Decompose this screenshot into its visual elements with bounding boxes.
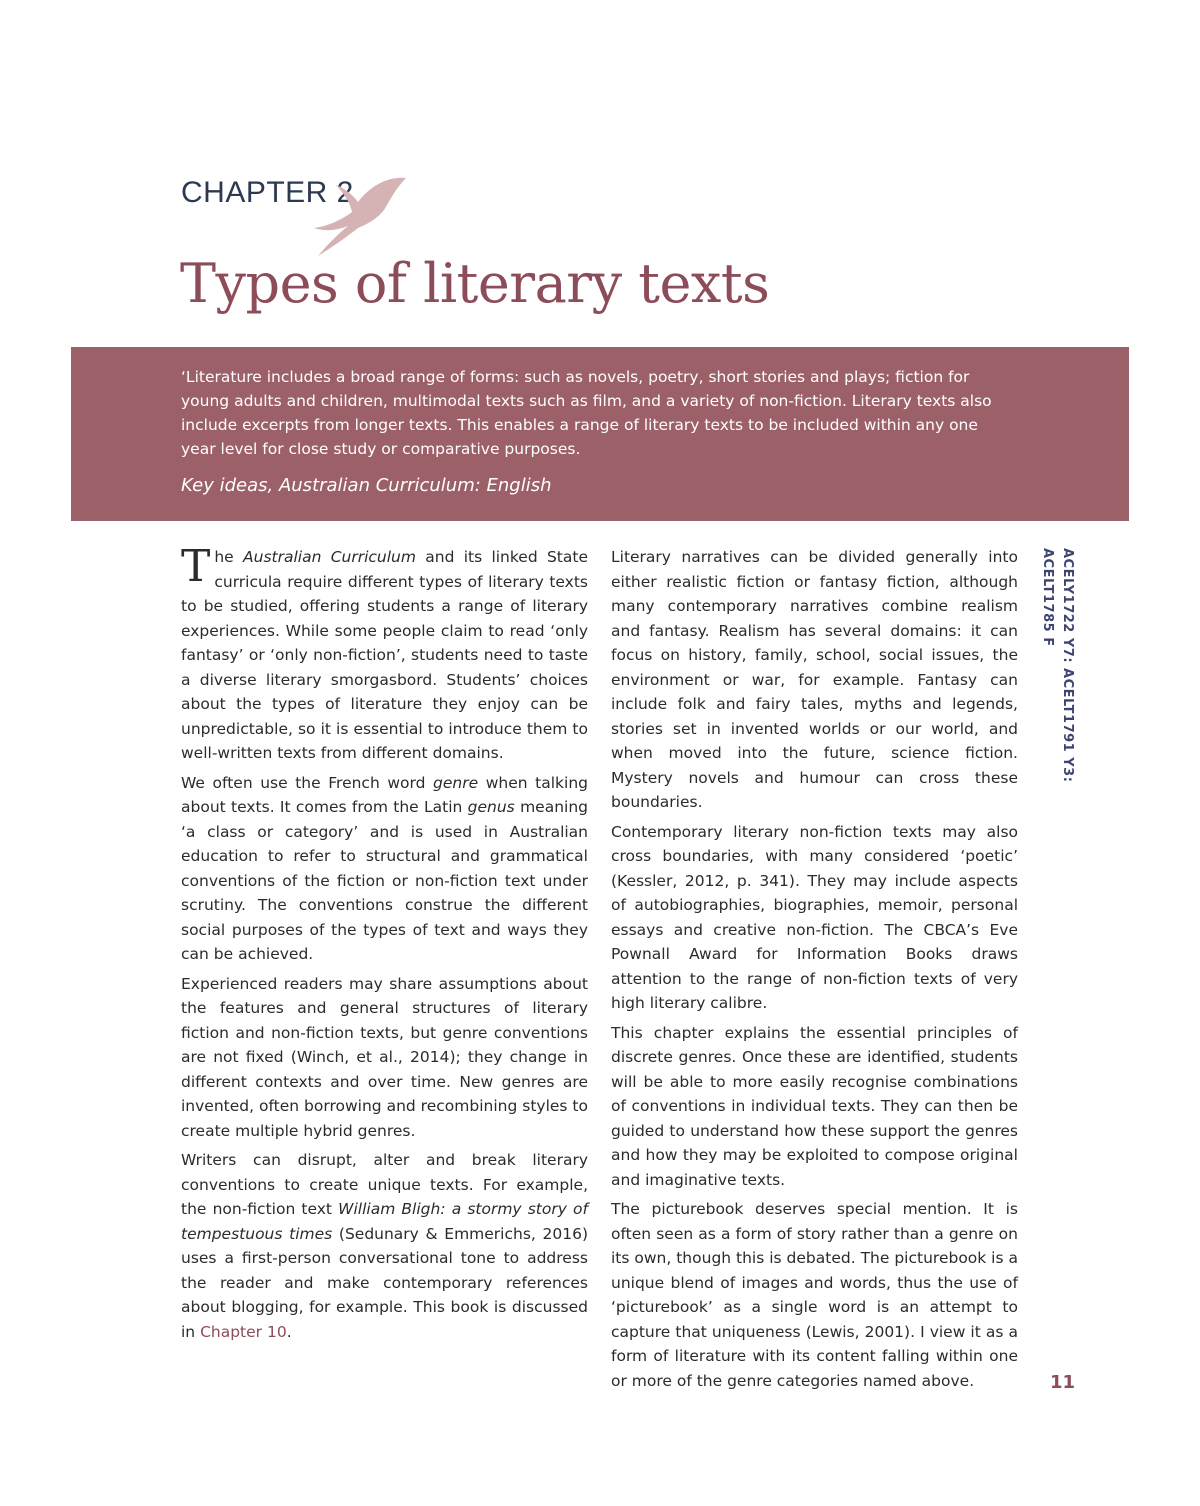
paragraph: The picturebook deserves special mention. It is often seen as a form of story rather than a genre on its own, though this is debated. The picturebook is a unique blend of images and words, thus the use of ‘picturebook’ as a single word is an attempt to capture that uniqueness (Lewis, 2001). I view it as a form of literature with its content falling within one or more of the genre categories named above. <box>611 1200 1018 1390</box>
text-run: he <box>214 548 244 566</box>
curriculum-codes <box>1037 548 1077 782</box>
paragraph: Literary narratives can be divided generally into either realistic fiction or fantasy fiction, although many contemporary narratives combine realism and fantasy. Realism has several domains: it can focus on history, family, school, social issues, the environment or war, for example. Fantasy can include folk and fairy tales, myths and legends, stories set in invented worlds or our world, and when moved into the future, science fiction. Mystery novels and humour can cross these boundaries. <box>611 548 1018 811</box>
paragraph <box>181 1148 588 1344</box>
text-run: when talking about texts. It comes from the Latin <box>181 773 589 816</box>
body-column-right <box>611 545 1018 1398</box>
paragraph: This chapter explains the essential principles of discrete genres. Once these are identified, students will be able to more easily recognise combinations of conventions in individual texts. They can then be guided to understand how these support the genres and how they may be exploited to compose original and imaginative texts. <box>611 1023 1018 1189</box>
page-number: 11 <box>1050 1372 1076 1393</box>
paragraph: Contemporary literary non-fiction texts may also cross boundaries, with many considered ‘poetic’ (Kessler, 2012, p. 341). They may include aspects of autobiographies, biographies, memoir, personal essays and creative non-fiction. The CBCA’s Eve Pownall Award for Information Books draws attention to the range of non-fiction texts of very high literary calibre. <box>611 822 1018 1012</box>
text-run: (Sedunary & Emmerichs, 2016) uses a first-person conversational tone to address the reader and make contemporary references about blogging, for example. This book is discussed in <box>181 1224 589 1341</box>
paragraph <box>181 541 588 766</box>
italic-title: Australian Curriculum <box>243 548 416 566</box>
epigraph-source: Key ideas, Australian Curriculum: English <box>181 475 552 496</box>
text-run: We often use the French word <box>181 773 434 792</box>
italic-term: genre <box>433 773 479 792</box>
swallow-bird-icon <box>308 172 408 258</box>
paragraph <box>181 771 588 967</box>
curriculum-code-line: ACELY1722 Y7: ACELT1791 Y3: <box>1060 548 1075 783</box>
paragraph: Experienced readers may share assumptions about the features and general structures of literary fiction and non-fiction texts, but genre conventions are not fixed (Winch, et al., 2014); they change in different contexts and over time. New genres are invented, often borrowing and recombining styles to create multiple hybrid genres. <box>181 974 588 1140</box>
body-column-left <box>181 541 589 1349</box>
chapter-link[interactable]: Chapter 10 <box>200 1322 287 1341</box>
epigraph-banner <box>71 347 1129 521</box>
curriculum-code-line: ACELT1785 F <box>1040 548 1055 647</box>
italic-title: William Bligh: a stormy story of tempestuous times <box>181 1200 588 1243</box>
text-run: . <box>286 1322 292 1341</box>
page-title: Types of literary texts <box>180 252 770 315</box>
text-run: Writers can disrupt, alter and break literary conventions to create unique texts. For example, the non-fiction text <box>181 1151 588 1218</box>
epigraph-quote: ‘Literature includes a broad range of forms: such as novels, poetry, short stories and plays; fiction for young adults and children, multimodal texts such as film, and a variety of non-fiction. Literary texts also include excerpts from longer texts. This enables a range of literary texts to be included within any one year level for close study or comparative purposes. <box>181 368 992 458</box>
chapter-label: CHAPTER 2 <box>181 176 354 209</box>
text-run: and its linked State curricula require different types of literary texts to be studied, offering students a range of literary experiences. While some people claim to read ‘only fantasy’ or ‘only non-fiction’, students need to taste a diverse literary smorgasbord. Students’ choices about the types of literature they enjoy can be unpredictable, so it is essential to introduce them to well-written texts from different domains. <box>181 548 588 762</box>
drop-cap: T <box>181 541 211 592</box>
italic-term: genus <box>467 798 515 816</box>
text-run: meaning ‘a class or category’ and is used in Australian education to refer to structural and grammatical conventions of the fiction or non-fiction text under scrutiny. The conventions construe the different social purposes of the types of text and ways they can be achieved. <box>181 798 588 963</box>
